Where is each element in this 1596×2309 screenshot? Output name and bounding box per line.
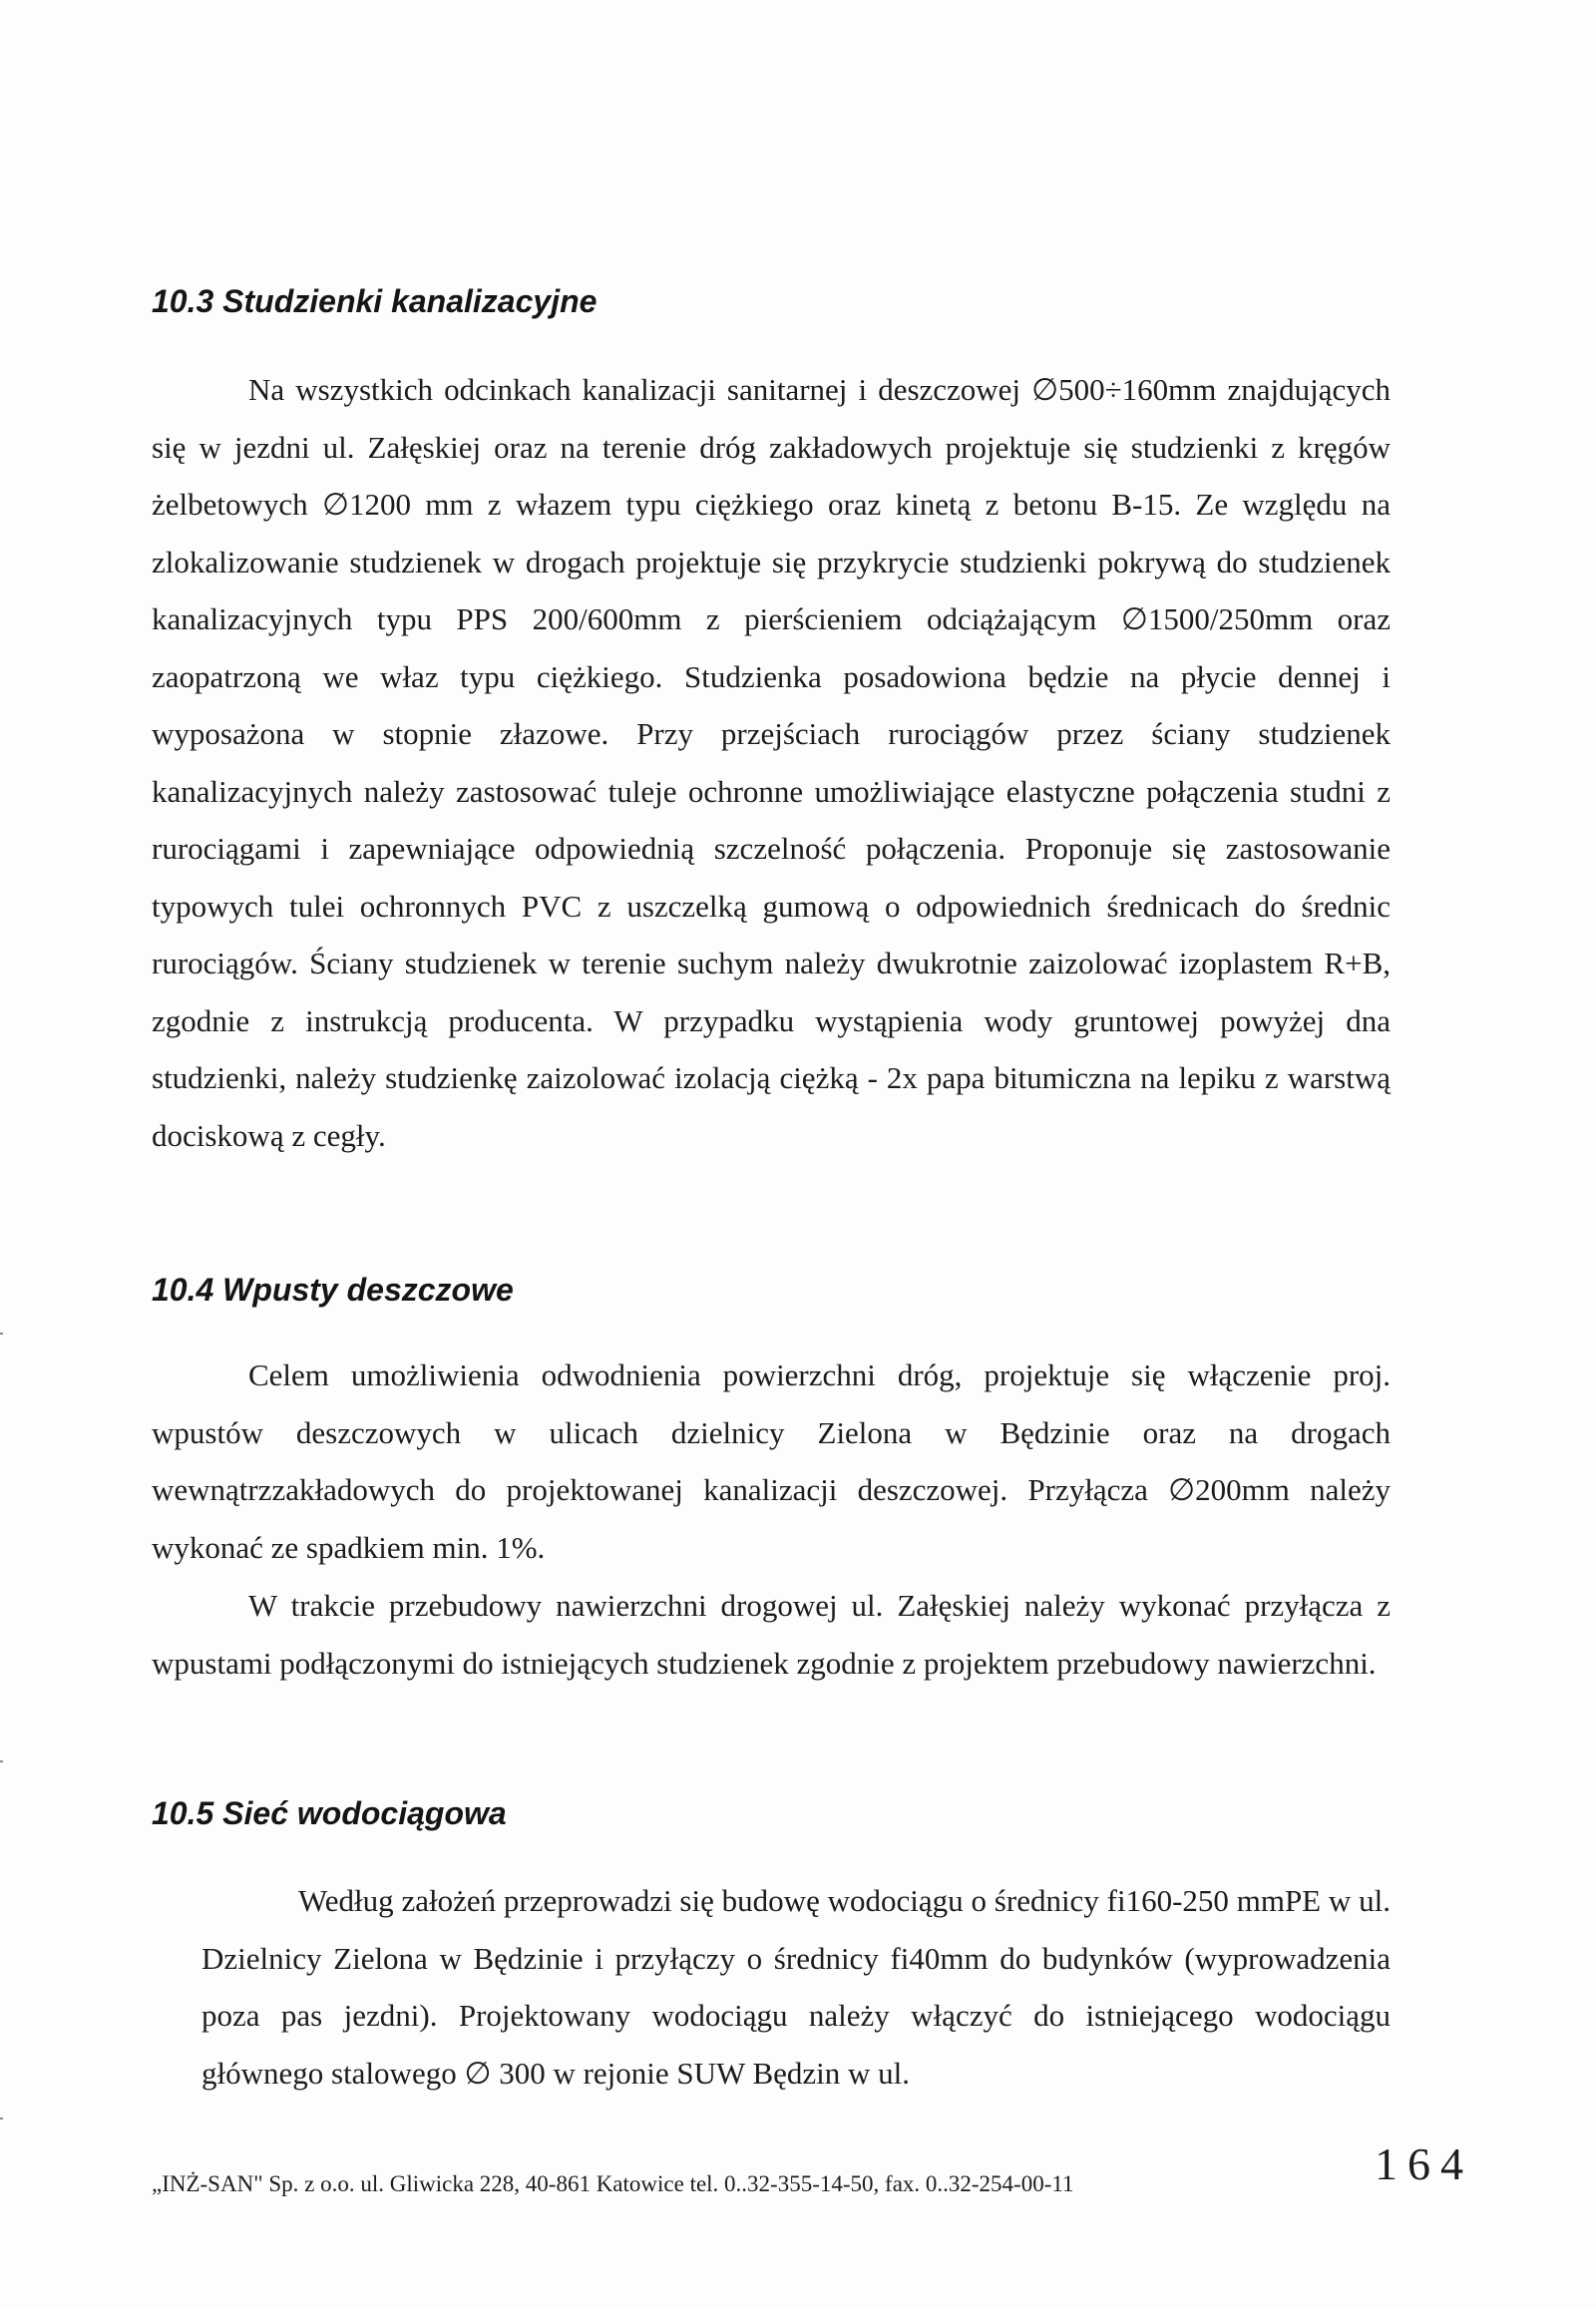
footer-company-info: „INŻ-SAN" Sp. z o.o. ul. Gliwicka 228, 40-861 Katowice tel. 0..32-355-14-50, fax. 0..32-254-00-11 <box>152 2171 1074 2196</box>
section-heading-10-5: 10.5 Sieć wodociągowa <box>152 1795 507 1831</box>
paragraph-10-5: Według założeń przeprowadzi się budowę wodociągu o średnicy fi160-250 mmPE w ul. Dzielnicy Zielona w Będzinie i przyłączy o średnicy fi40mm do budynków (wyprowadzenia poza pas jezdni). Projektowany wodociągu należy włączyć do istniejącego wodociągu głównego stalowego ∅ 300 w rejonie SUW Będzin w ul. <box>201 1883 1391 2091</box>
section-heading-10-3: 10.3 Studzienki kanalizacyjne <box>152 283 598 319</box>
paragraph-10-4-b: W trakcie przebudowy nawierzchni drogowej ul. Załęskiej należy wykonać przyłącza z wpustami podłączonymi do istniejących studzienek zgodnie z projektem przebudowy nawierzchni. <box>152 1588 1391 1681</box>
scan-edge-mark <box>0 2117 3 2119</box>
paragraph-10-3: Na wszystkich odcinkach kanalizacji sanitarnej i deszczowej ∅500÷160mm znajdujących się w jezdni ul. Załęskiej oraz na terenie dróg zakładowych projektuje się studzienki z kręgów żelbetowych ∅1200 mm z włazem typu ciężkiego oraz kinetą z betonu B-15. Ze względu na zlokalizowanie studzienek w drogach projektuje się przykrycie studzienki pokrywą do studzienek kanalizacyjnych typu PPS 200/600mm z pierścieniem odciążającym ∅1500/250mm oraz zaopatrzoną we właz typu ciężkiego. Studzienka posadowiona będzie na płycie dennej i wyposażona w stopnie złazowe. Przy przejściach rurociągów przez ściany studzienek kanalizacyjnych należy zastosować tuleje ochronne umożliwiające elastyczne połączenia studni z rurociągami i zapewniające odpowiednią szczelność połączenia. Proponuje się zastosowanie typowych tulei ochronnych PVC z uszczelką gumową o odpowiednich średnicach do średnic rurociągów. Ściany studzienek w terenie suchym należy dwukrotnie zaizolować izoplastem R+B, zgodnie z instrukcją producenta. W przypadku wystąpienia wody gruntowej powyżej dna studzienki, należy studzienkę zaizolować izolacją ciężką - 2x papa bitumiczna na lepiku z warstwą dociskową z cegły. <box>152 372 1391 1153</box>
scan-edge-mark <box>0 1333 3 1335</box>
paragraph-10-4-a: Celem umożliwienia odwodnienia powierzchni dróg, projektuje się włączenie proj. wpustów deszczowych w ulicach dzielnicy Zielona w Będzinie oraz na drogach wewnątrzzakładowych do projektowanej kanalizacji deszczowej. Przyłącza ∅200mm należy wykonać ze spadkiem min. 1%. <box>152 1357 1391 1565</box>
page-number: 164 <box>1375 2138 1473 2189</box>
scan-edge-mark <box>0 1760 3 1762</box>
section-heading-10-4: 10.4 Wpusty deszczowe <box>152 1272 514 1308</box>
